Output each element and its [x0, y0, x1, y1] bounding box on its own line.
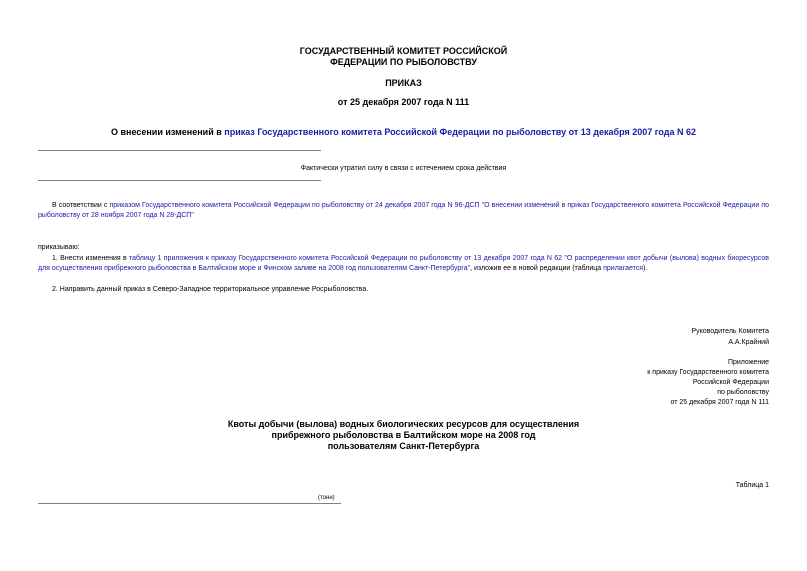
quota-title-line3: пользователям Санкт-Петербурга — [327, 441, 480, 451]
item1-text2: , изложив ее в новой редакции (таблица — [470, 265, 604, 272]
appendix-line2: к приказу Государственного комитета — [647, 369, 769, 376]
order-word: приказываю: — [38, 244, 80, 251]
doc-subject — [0, 127, 807, 138]
item1-link[interactable]: таблицу 1 приложения к приказу Государственного комитета Российской Федерации по рыболовству от 13 декабря 2007 года N 62 "О распределении квот добычи (вылова) водных биоресурсов для осуществления прибрежного рыболовства в Балтийском море и Финском заливе на 2008 год пользователям Санкт-Петербурга" — [38, 255, 769, 272]
table-label: Таблица 1 — [735, 482, 769, 489]
signature-name: А.А.Крайний — [728, 339, 769, 346]
quota-title-line1: Квоты добычи (вылова) водных биологических ресурсов для осуществления — [227, 419, 580, 429]
divider-top — [38, 150, 321, 151]
signature-title: Руководитель Комитета — [691, 328, 769, 335]
org-name-line1: ГОСУДАРСТВЕННЫЙ КОМИТЕТ РОССИЙСКОЙ — [299, 46, 508, 56]
appendix-line4: по рыболовству — [717, 389, 769, 396]
subject-link[interactable]: приказ Государственного комитета Российской Федерации по рыболовству от 13 декабря 2007 года N 62 — [224, 127, 696, 137]
preamble-paragraph — [38, 201, 769, 221]
appendix-line1: Приложение — [727, 359, 769, 366]
quota-title-line2: прибрежного рыболовства в Балтийском море на 2008 год — [271, 430, 536, 440]
unit-label: (тонн) — [318, 495, 335, 501]
appendix-line3: Российской Федерации — [692, 379, 769, 386]
org-name-line2: ФЕДЕРАЦИИ ПО РЫБОЛОВСТВУ — [330, 57, 477, 67]
table-divider — [38, 503, 341, 504]
divider-bottom — [38, 180, 321, 181]
order-item-2: 2. Направить данный приказ в Северо-Западное территориальное управление Росрыболовства. — [52, 286, 369, 293]
item1-text1: 1. Внести изменения в — [52, 255, 130, 262]
status-note: Фактически утратил силу в связи с истечением срока действия — [300, 165, 507, 172]
preamble-link[interactable]: приказом Государственного комитета Российской Федерации по рыболовству от 24 декабря 2007 года N 96-ДСП "О внесении изменений в приказ Государственного комитета Российской Федерации по рыболовству от 28 ноября 2007 года N 28-ДСП" — [38, 202, 769, 219]
appendix-line5: от 25 декабря 2007 года N 111 — [670, 399, 769, 406]
item1-text3: ). — [643, 265, 648, 272]
item1-link-attached[interactable]: прилагается — [603, 265, 644, 272]
doc-type: ПРИКАЗ — [385, 78, 422, 88]
doc-date-number: от 25 декабря 2007 года N 111 — [337, 97, 470, 107]
subject-prefix: О внесении изменений в — [110, 127, 225, 137]
order-item-1 — [38, 254, 769, 274]
preamble-text: В соответствии с — [52, 202, 110, 209]
